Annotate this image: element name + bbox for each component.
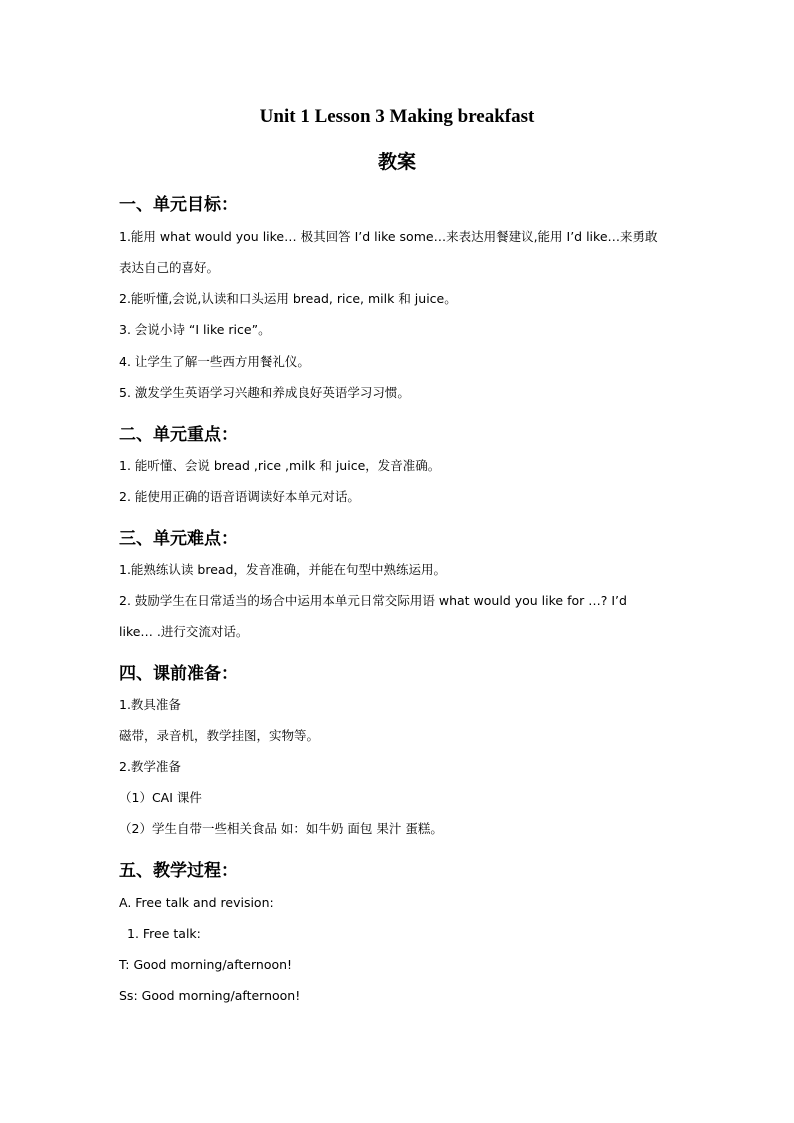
section-line: 1.能熟练认读 bread，发音准确，并能在句型中熟练运用。 xyxy=(119,562,446,577)
document-subtitle: 教案 xyxy=(377,151,416,173)
section-line: （1）CAI 课件 xyxy=(119,790,202,805)
section-line: 表达自己的喜好。 xyxy=(119,260,220,275)
section-heading-process: 五、教学过程： xyxy=(119,861,238,881)
section-line: Ss: Good morning/afternoon! xyxy=(119,988,301,1003)
section-line: A. Free talk and revision: xyxy=(119,895,274,910)
section-line: 3. 会说小诗 “I like rice”。 xyxy=(119,322,271,337)
section-line: 1. Free talk: xyxy=(127,926,201,941)
section-line: like… .进行交流对话。 xyxy=(119,624,249,639)
section-line: 5. 激发学生英语学习兴趣和养成良好英语学习习惯。 xyxy=(119,385,410,400)
section-heading-difficulties: 三、单元难点： xyxy=(119,529,238,549)
section-line: 4. 让学生了解一些西方用餐礼仪。 xyxy=(119,354,310,369)
document-title: Unit 1 Lesson 3 Making breakfast xyxy=(259,106,535,127)
section-heading-goals: 一、单元目标： xyxy=(119,195,238,215)
section-line: 1. 能听懂、会说 bread ,rice ,milk 和 juice，发音准确。 xyxy=(119,458,441,473)
section-line: 2. 鼓励学生在日常适当的场合中运用本单元日常交际用语 what would you like for …? I’d xyxy=(119,593,627,608)
section-line: 2.能听懂,会说,认读和口头运用 bread, rice, milk 和 juice。 xyxy=(119,291,457,306)
section-heading-key-points: 二、单元重点： xyxy=(119,425,238,445)
section-heading-preparation: 四、课前准备： xyxy=(119,664,238,684)
section-line: 1.能用 what would you like… 极其回答 I’d like some…来表达用餐建议,能用 I’d like…来勇敢 xyxy=(119,229,658,244)
section-line: 1.教具准备 xyxy=(119,697,181,712)
section-line: 2.教学准备 xyxy=(119,759,181,774)
section-line: T: Good morning/afternoon! xyxy=(119,957,293,972)
section-line: 磁带，录音机，教学挂图，实物等。 xyxy=(119,728,320,743)
section-line: （2）学生自带一些相关食品 如：如牛奶 面包 果汁 蛋糕。 xyxy=(119,821,443,836)
section-line: 2. 能使用正确的语音语调读好本单元对话。 xyxy=(119,489,360,504)
